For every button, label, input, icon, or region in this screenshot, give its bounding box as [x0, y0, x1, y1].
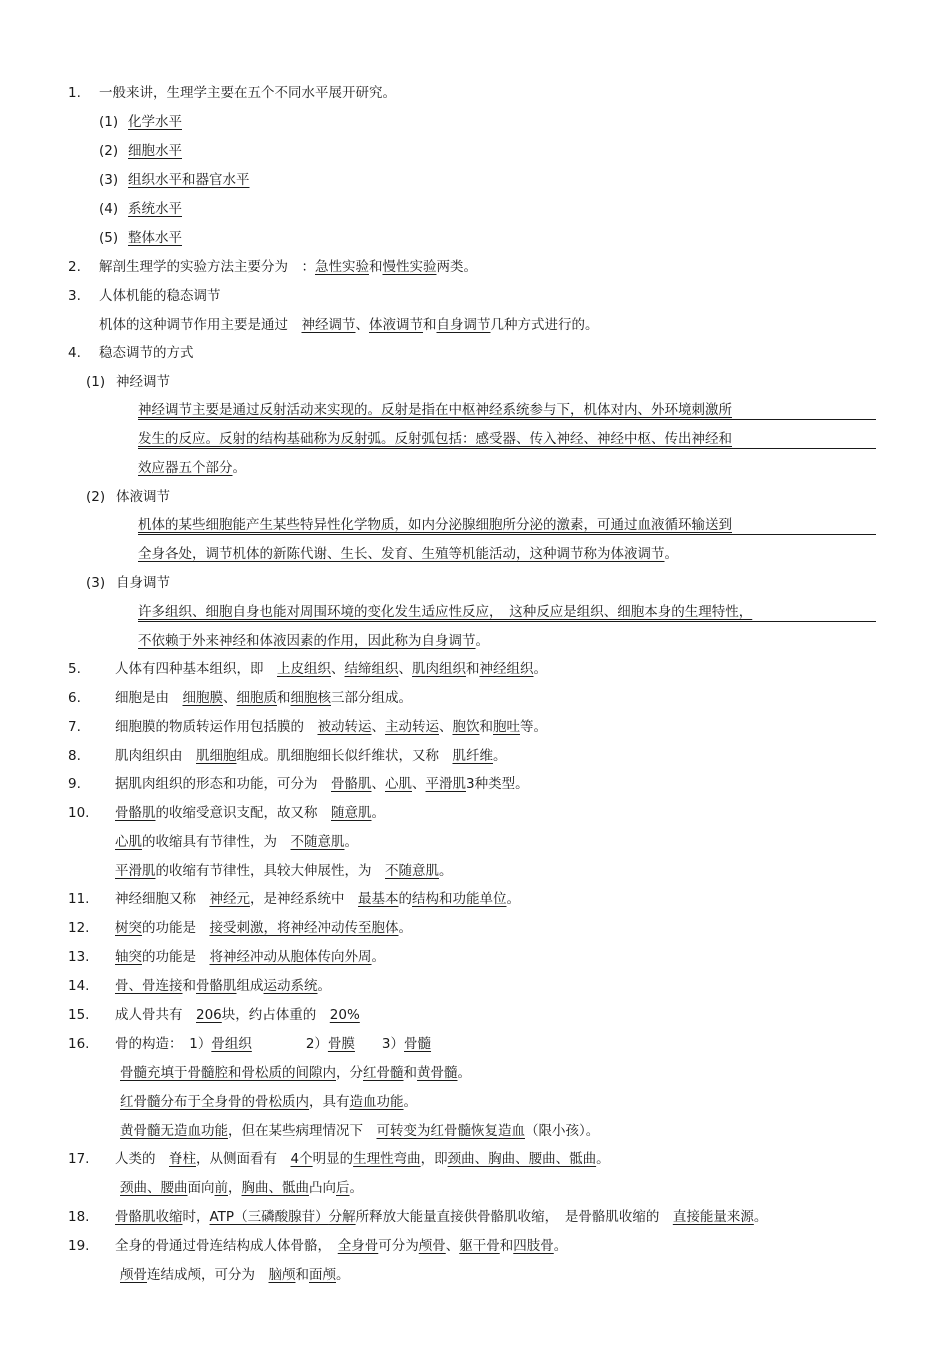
answer-blank: 20% [329, 1007, 360, 1023]
line-text: 。 [232, 460, 246, 476]
line-text: 肌肉组织由 [115, 748, 196, 764]
text-line [138, 401, 732, 419]
text-line [99, 287, 221, 305]
line-text: 据肌肉组织的形态和功能，可分为 [115, 776, 331, 792]
text-line [115, 833, 358, 851]
line-text: （限小孩）。 [525, 1123, 600, 1139]
text-line [115, 689, 412, 707]
answer-blank: ATP（三磷酸腺苷） [209, 1209, 329, 1225]
answer-blank: 红骨髓分布于全身骨的骨松质内 [120, 1094, 309, 1110]
text-line [120, 1266, 350, 1284]
line-text: 。 [664, 546, 678, 562]
line-text: 面向 [187, 1180, 215, 1196]
item-number: 7. [68, 719, 81, 735]
text-line [115, 890, 520, 908]
answer-blank: 心肌 [115, 834, 142, 850]
text-line [120, 1179, 363, 1197]
text-line [120, 1093, 417, 1111]
line-text: 。 [403, 1094, 417, 1110]
line-text: 、 [355, 317, 369, 333]
line-text: 。 [336, 1267, 350, 1283]
answer-blank: 整体水平 [128, 230, 182, 246]
line-text: 和 [369, 259, 383, 275]
answer-blank: 红骨髓 [363, 1065, 404, 1081]
line-text: 2） [251, 1036, 328, 1052]
underline-rule [138, 534, 876, 535]
item-number: 18. [68, 1209, 90, 1225]
line-text: 的收缩具有节律性，为 [142, 834, 291, 850]
text-line [115, 1006, 360, 1024]
line-text: 的收缩有节律性，具较大伸展性，为 [155, 863, 385, 879]
answer-blank: 神经组织 [479, 661, 534, 677]
answer-blank: 颈曲、腰曲 [120, 1180, 188, 1196]
item-number: 15. [68, 1007, 90, 1023]
line-text: ，即 [420, 1151, 448, 1167]
answer-blank: 骨骼肌收缩 [115, 1209, 183, 1225]
answer-blank: 四肢骨 [513, 1238, 554, 1254]
answer-blank: 系统水平 [128, 201, 182, 217]
line-text: ，从侧面看有 [196, 1151, 291, 1167]
answer-blank: 全身各处，调节机体的新陈代谢、生长、发育、生殖等机能活动，这种调节称为体液调节 [138, 546, 665, 562]
answer-blank: 最基本 [358, 891, 399, 907]
text-line [138, 516, 732, 534]
answer-blank: 颅骨 [120, 1267, 147, 1283]
line-text: 。 [457, 1065, 471, 1081]
answer-blank: 骨组织 [211, 1036, 252, 1052]
answer-blank: 不随意肌 [290, 834, 345, 850]
line-text: 和 [499, 1238, 514, 1254]
text-line [128, 113, 182, 131]
text-line [115, 775, 529, 793]
answer-blank: 随意肌 [331, 805, 372, 821]
line-text: 。 [475, 633, 489, 649]
text-line [120, 1064, 471, 1082]
answer-blank: 被动转运 [317, 719, 372, 735]
line-text: 解剖生理学的实验方法主要分为 ： [99, 259, 315, 275]
item-number: (2) [86, 489, 106, 505]
answer-blank: 躯干骨 [459, 1238, 500, 1254]
answer-blank: 骨、骨连接 [115, 978, 183, 994]
answer-blank: 主动转运 [385, 719, 439, 735]
line-text: 人类的 [115, 1151, 169, 1167]
line-text: 。 [753, 1209, 768, 1225]
line-text: 自身调节 [116, 575, 170, 591]
text-line [120, 1122, 599, 1140]
line-text: 的功能是 [142, 949, 210, 965]
item-number: (3) [99, 172, 119, 188]
line-text: 、 [398, 661, 412, 677]
text-line [138, 430, 732, 448]
line-text: 、 [445, 1238, 460, 1254]
line-text: 成人骨共有 [115, 1007, 196, 1023]
answer-blank: 胸曲、骶曲 [241, 1180, 309, 1196]
answer-blank: 黄骨髓无造血功能 [120, 1123, 228, 1139]
text-line [138, 632, 489, 650]
line-text: 的功能是 [142, 920, 210, 936]
answer-blank: 脊柱 [169, 1151, 196, 1167]
answer-blank: 树突 [115, 920, 142, 936]
line-text: ，但在某些病理情况下 [228, 1123, 377, 1139]
line-text: 几种方式进行的。 [490, 317, 599, 333]
line-text: 。 [344, 834, 358, 850]
answer-blank: 组织水平和器官水平 [128, 172, 250, 188]
answer-blank: 心肌 [385, 776, 412, 792]
answer-blank: 轴突 [115, 949, 142, 965]
item-number: 3. [68, 288, 81, 304]
line-text: 一般来讲，生理学主要在五个不同水平展开研究。 [99, 85, 396, 101]
line-text: 两类。 [436, 259, 477, 275]
answer-blank: 面颅 [309, 1267, 336, 1283]
answer-blank: 结缔组织 [344, 661, 399, 677]
text-line [99, 344, 194, 362]
line-text: 。 [439, 863, 453, 879]
answer-blank: 接受刺激，将神经冲动传至胞体 [209, 920, 399, 936]
text-line [115, 718, 547, 736]
text-line [115, 747, 507, 765]
line-text: 神经调节 [116, 374, 170, 390]
item-number: 13. [68, 949, 90, 965]
answer-blank: 生理性弯曲 [353, 1151, 421, 1167]
answer-blank: 运动系统 [263, 978, 318, 994]
item-number: 6. [68, 690, 81, 706]
answer-blank: 黄骨髓 [417, 1065, 458, 1081]
line-text: 、 [412, 776, 426, 792]
line-text: 3） [354, 1036, 405, 1052]
answer-blank: 分解 [328, 1209, 356, 1225]
line-text: 全身的骨通过骨连结构成人体骨骼， [115, 1238, 338, 1254]
item-number: 16. [68, 1036, 90, 1052]
line-text: 时， [182, 1209, 210, 1225]
text-line [115, 1150, 610, 1168]
line-text: ， [228, 1180, 242, 1196]
line-text: ，具有 [309, 1094, 350, 1110]
answer-blank: 颅骨 [418, 1238, 446, 1254]
answer-blank: 急性实验 [315, 259, 369, 275]
text-line [99, 258, 477, 276]
line-text: 。 [398, 920, 412, 936]
line-text: 和 [182, 978, 196, 994]
item-number: 5. [68, 661, 81, 677]
line-text: 凸向 [309, 1180, 336, 1196]
answer-blank: 206 [196, 1007, 222, 1023]
answer-blank: 结构和功能单位 [412, 891, 507, 907]
answer-blank: 细胞核 [290, 690, 331, 706]
line-text: 和 [403, 1065, 417, 1081]
answer-blank: 全身骨 [337, 1238, 379, 1254]
answer-blank: 机体的某些细胞能产生某些特异性化学物质，如内分泌腺细胞所分泌的激素，可通过血液循环输送到 [138, 517, 732, 533]
answer-blank: 骨骼肌 [115, 805, 156, 821]
item-number: (3) [86, 575, 106, 591]
text-line [128, 229, 182, 247]
text-line [99, 84, 396, 102]
answer-blank: 胞吐 [493, 719, 520, 735]
item-number: (1) [99, 114, 119, 130]
item-number: 2. [68, 259, 81, 275]
answer-blank: 脑颅 [268, 1267, 296, 1283]
line-text: 可分为 [378, 1238, 419, 1254]
text-line [138, 545, 678, 563]
answer-blank: 骨髓 [404, 1036, 432, 1052]
answer-blank: 颈曲、胸曲、腰曲、骶曲 [447, 1151, 597, 1167]
answer-blank: 细胞质 [236, 690, 277, 706]
item-number: 1. [68, 85, 81, 101]
item-number: 10. [68, 805, 90, 821]
text-line [128, 200, 182, 218]
answer-blank: 细胞水平 [128, 143, 182, 159]
text-line [128, 171, 250, 189]
answer-blank: 胞饮 [452, 719, 480, 735]
line-text: 三部分组成。 [331, 690, 412, 706]
item-number: (4) [99, 201, 119, 217]
line-text: 和 [466, 661, 480, 677]
item-number: (5) [99, 230, 119, 246]
answer-blank: 骨髓 [120, 1065, 147, 1081]
text-line [115, 862, 453, 880]
answer-blank: 平滑肌 [425, 776, 466, 792]
text-line [115, 1035, 431, 1053]
item-number: (2) [99, 143, 119, 159]
line-text: 和 [277, 690, 291, 706]
answer-blank: 平滑肌 [115, 863, 156, 879]
answer-blank: 不随意肌 [385, 863, 439, 879]
item-number: (1) [86, 374, 106, 390]
answer-blank: 效应器五个部分 [138, 460, 233, 476]
answer-blank: 造血功能 [349, 1094, 404, 1110]
line-text: 和 [479, 719, 493, 735]
answer-blank: 神经元 [209, 891, 250, 907]
line-text: 机体的这种调节作用主要是通过 [99, 317, 302, 333]
answer-blank: 骨膜 [327, 1036, 355, 1052]
underline-rule [138, 621, 876, 622]
answer-blank: 肌纤维 [452, 748, 493, 764]
line-text: 所释放大能量直接供骨骼肌收缩， 是骨骼肌收缩的 [355, 1209, 673, 1225]
underline-rule [138, 419, 876, 420]
line-text: 、 [223, 690, 237, 706]
text-line [115, 977, 331, 995]
text-line [115, 1208, 767, 1226]
answer-blank: 骨骼肌 [331, 776, 372, 792]
answer-blank: 肌细胞 [196, 748, 237, 764]
line-text: 、 [439, 719, 453, 735]
line-text: 。 [596, 1151, 610, 1167]
answer-blank: 后 [336, 1180, 350, 1196]
item-number: 14. [68, 978, 90, 994]
text-line [138, 603, 752, 621]
answer-blank: 自身调节 [436, 317, 491, 333]
line-text: 3种类型。 [466, 776, 529, 792]
line-text: 组成 [236, 978, 264, 994]
line-text: 。 [349, 1180, 363, 1196]
item-number: 9. [68, 776, 81, 792]
answer-blank: 神经调节 [301, 317, 356, 333]
line-text: 骨的构造： 1） [115, 1036, 212, 1052]
answer-blank: 体液调节 [369, 317, 423, 333]
answer-blank: 可转变为红骨髓恢复造血 [376, 1123, 525, 1139]
line-text: 等。 [520, 719, 547, 735]
line-text: 块，约占体重的 [221, 1007, 330, 1023]
answer-blank: 神经调节主要是通过反射活动来实现的。反射是指在中枢神经系统参与下，机体对内、外环境刺激所 [138, 402, 732, 418]
line-text: 明显的 [312, 1151, 354, 1167]
line-text: 和 [295, 1267, 309, 1283]
answer-blank: 发生的反应。反射的结构基础称为反射弧。反射弧包括：感受器、传入神经、神经中枢、传出神经和 [138, 431, 732, 447]
line-text: 细胞膜的物质转运作用包括膜的 [115, 719, 318, 735]
answer-blank: 4个 [290, 1151, 313, 1167]
line-text: ，是神经系统中 [250, 891, 358, 907]
line-text: 。 [317, 978, 331, 994]
line-text: 组成。肌细胞细长似纤维状，又称 [236, 748, 453, 764]
line-text: 神经细胞又称 [115, 891, 210, 907]
answer-blank: 慢性实验 [382, 259, 437, 275]
text-line [115, 1237, 567, 1255]
line-text: 稳态调节的方式 [99, 345, 194, 361]
line-text: 、 [371, 719, 385, 735]
line-text: ，分 [336, 1065, 363, 1081]
item-number: 19. [68, 1238, 90, 1254]
line-text: 的 [398, 891, 412, 907]
line-text: 、 [371, 776, 385, 792]
line-text: 。 [506, 891, 520, 907]
line-text: 、 [331, 661, 345, 677]
text-line [115, 948, 385, 966]
line-text: 细胞是由 [115, 690, 183, 706]
answer-blank: 骨骼肌 [196, 978, 237, 994]
answer-blank: 细胞膜 [182, 690, 223, 706]
text-line [115, 804, 385, 822]
line-text: 和 [423, 317, 437, 333]
answer-blank: 化学水平 [128, 114, 182, 130]
line-text: 的收缩受意识支配，故又称 [155, 805, 331, 821]
answer-blank: 上皮组织 [277, 661, 331, 677]
item-number: 17. [68, 1151, 90, 1167]
line-text: 。 [553, 1238, 568, 1254]
line-text: 人体有四种基本组织，即 [115, 661, 277, 677]
line-text: 。 [493, 748, 507, 764]
line-text: 。 [533, 661, 547, 677]
underline-rule [138, 448, 876, 449]
line-text: 。 [371, 949, 385, 965]
answer-blank: 将神经冲动从胞体传向外周 [209, 949, 372, 965]
line-text: 体液调节 [116, 489, 170, 505]
answer-blank: 直接能量来源 [672, 1209, 754, 1225]
answer-blank: 肌肉组织 [412, 661, 466, 677]
item-number: 8. [68, 748, 81, 764]
answer-blank: 不依赖于外来神经和体液因素的作用，因此称为自身调节 [138, 633, 476, 649]
item-number: 12. [68, 920, 90, 936]
text-line [116, 488, 170, 506]
text-line [138, 459, 246, 477]
answer-blank: 许多组织、细胞自身也能对周围环境的变化发生适应性反应， 这种反应是组织、细胞本身的生理特性， [138, 604, 753, 620]
text-line [115, 919, 412, 937]
text-line [115, 660, 547, 678]
answer-blank: 充填于骨髓腔和骨松质的间隙内 [147, 1065, 336, 1081]
item-number: 11. [68, 891, 90, 907]
text-line [128, 142, 182, 160]
text-line [99, 316, 599, 334]
answer-blank: 前 [214, 1180, 228, 1196]
line-text: 。 [371, 805, 385, 821]
line-text: 人体机能的稳态调节 [99, 288, 221, 304]
item-number: 4. [68, 345, 81, 361]
line-text: 连结成颅，可分为 [147, 1267, 269, 1283]
text-line [116, 373, 170, 391]
text-line [116, 574, 170, 592]
